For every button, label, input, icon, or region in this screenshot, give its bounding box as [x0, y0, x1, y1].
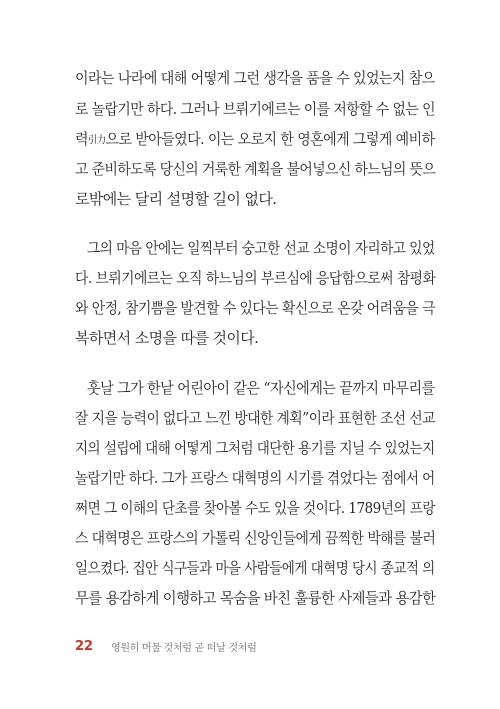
paragraph-2-line-2: 다. 브뤼기에르는 오직 하느님의 부르심에 응답함으로써 참평화: [75, 269, 436, 287]
paragraph-1-line-3-rest: 으로 받아들였다. 이는 오로지 한 영혼에게 그렇게 예비하: [105, 130, 435, 148]
paragraph-3-line-3: 지의 설립에 대해 어떻게 그처럼 대단한 용기를 지닐 수 있었는지: [75, 439, 435, 457]
paragraph-3-line-8: 무를 용감하게 이행하고 목숨을 바친 훌륭한 사제들과 용감한: [75, 589, 436, 607]
paragraph-2-line-3: 와 안정, 참기쁨을 발견할 수 있다는 확신으로 온갖 어려움을 극: [75, 299, 435, 317]
paragraph-3-line-2: 잘 지을 능력이 없다고 느낀 방대한 계획”이라 표현한 조선 선교: [75, 409, 435, 427]
page-number: 22: [75, 638, 94, 654]
paragraph-1-line-3-start: 력: [75, 130, 88, 148]
paragraph-2-line-4: 복하면서 소명을 따를 것이다.: [75, 329, 259, 347]
paragraph-3-line-6: 스 대혁명은 프랑스의 가톨릭 신앙인들에게 끔찍한 박해를 불러: [75, 529, 436, 547]
paragraph-1-line-1: 이라는 나라에 대해 어떻게 그런 생각을 품을 수 있었는지 참으: [75, 69, 435, 87]
page-footer: [75, 636, 256, 656]
paragraph-1-line-4: 고 준비하도록 당신의 거룩한 계획을 불어넣으신 하느님의 뜻으: [75, 160, 436, 178]
paragraph-1-line-3: [75, 129, 435, 151]
hanja-gloss: 引力: [87, 135, 106, 146]
paragraph-1-line-2: 로 놀랍기만 하다. 그러나 브뤼기에르는 이를 저항할 수 없는 인: [75, 100, 435, 118]
paragraph-3-line-1: 훗날 그가 한낱 어린아이 같은 “자신에게는 끝까지 마무리를: [87, 379, 435, 397]
paragraph-3-line-4: 놀랍기만 하다. 그가 프랑스 대혁명의 시기를 겪었다는 점에서 어: [75, 469, 435, 487]
paragraph-1-line-5: 로밖에는 달리 설명할 길이 없다.: [75, 190, 277, 208]
paragraph-3-line-7: 일으켰다. 집안 식구들과 마을 사람들에게 대혁명 당시 종교적 의: [75, 559, 435, 577]
running-head-title: 영원히 머물 것처럼 곧 떠날 것처럼: [111, 642, 257, 654]
paragraph-2-line-1: 그의 마음 안에는 일찍부터 숭고한 선교 소명이 자리하고 있었: [87, 239, 435, 257]
paragraph-3-line-5: 쩌면 그 이해의 단초를 찾아볼 수도 있을 것이다. 1789년의 프랑: [75, 499, 435, 517]
